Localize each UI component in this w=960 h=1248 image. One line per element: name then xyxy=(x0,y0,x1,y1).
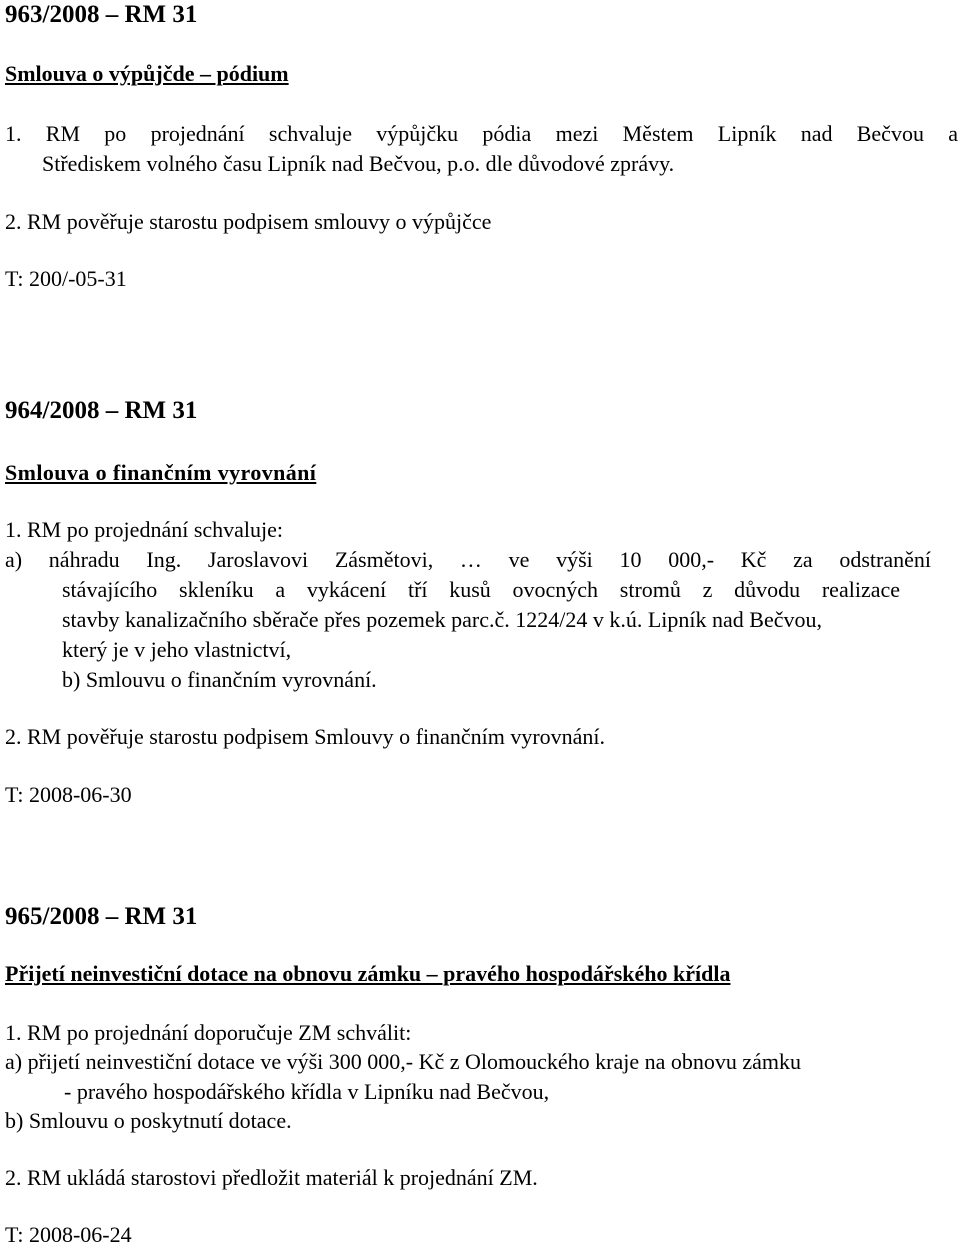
resolution-heading: 964/2008 – RM 31 xyxy=(5,397,198,424)
resolution-text-line: který je v jeho vlastnictví, xyxy=(62,637,292,662)
resolution-text-line: 1. RM po projednání schvaluje: xyxy=(5,517,284,542)
resolution-text-line: 2. RM ukládá starostovi předložit materiál k projednání ZM. xyxy=(5,1165,538,1190)
resolution-text-line: a) přijetí neinvestiční dotace ve výši 300 000,- Kč z Olomouckého kraje na obnovu zámku xyxy=(5,1049,802,1074)
resolution-subject: Přijetí neinvestiční dotace na obnovu zámku – pravého hospodářského křídla xyxy=(5,961,731,986)
resolution-text-line: 2. RM pověřuje starostu podpisem smlouvy o výpůjčce xyxy=(5,209,492,234)
resolution-subject: Smlouva o finančním vyrovnání xyxy=(5,460,317,485)
deadline: T: 2008-06-24 xyxy=(5,1222,132,1247)
resolution-text-line: - pravého hospodářského křídla v Lipníku nad Bečvou, xyxy=(64,1079,550,1104)
resolution-text-line: b) Smlouvu o poskytnutí dotace. xyxy=(5,1108,292,1133)
resolution-text-line: Střediskem volného času Lipník nad Bečvou, p.o. dle důvodové zprávy. xyxy=(42,151,675,176)
deadline: T: 200/-05-31 xyxy=(5,266,127,291)
resolution-text-line: b) Smlouvu o finančním vyrovnání. xyxy=(62,667,377,692)
deadline: T: 2008-06-30 xyxy=(5,782,132,807)
resolution-text-line: 1. RM po projednání schvaluje výpůjčku pódia mezi Městem Lipník nad Bečvou a xyxy=(5,121,958,146)
resolution-text-line: stavby kanalizačního sběrače přes pozemek parc.č. 1224/24 v k.ú. Lipník nad Bečvou, xyxy=(62,607,822,632)
resolution-text-line: a) náhradu Ing. Jaroslavovi Zásmětovi, … ve výši 10 000,- Kč za odstranění xyxy=(5,547,931,572)
resolution-text-line: 2. RM pověřuje starostu podpisem Smlouvy o finančním vyrovnání. xyxy=(5,724,606,749)
resolution-text-line: stávajícího skleníku a vykácení tří kusů ovocných stromů z důvodu realizace xyxy=(62,577,900,602)
resolution-heading: 965/2008 – RM 31 xyxy=(5,903,198,930)
resolution-heading: 963/2008 – RM 31 xyxy=(5,1,198,28)
resolution-text-line: 1. RM po projednání doporučuje ZM schválit: xyxy=(5,1020,412,1045)
resolution-subject: Smlouva o výpůjčde – pódium xyxy=(5,61,289,86)
